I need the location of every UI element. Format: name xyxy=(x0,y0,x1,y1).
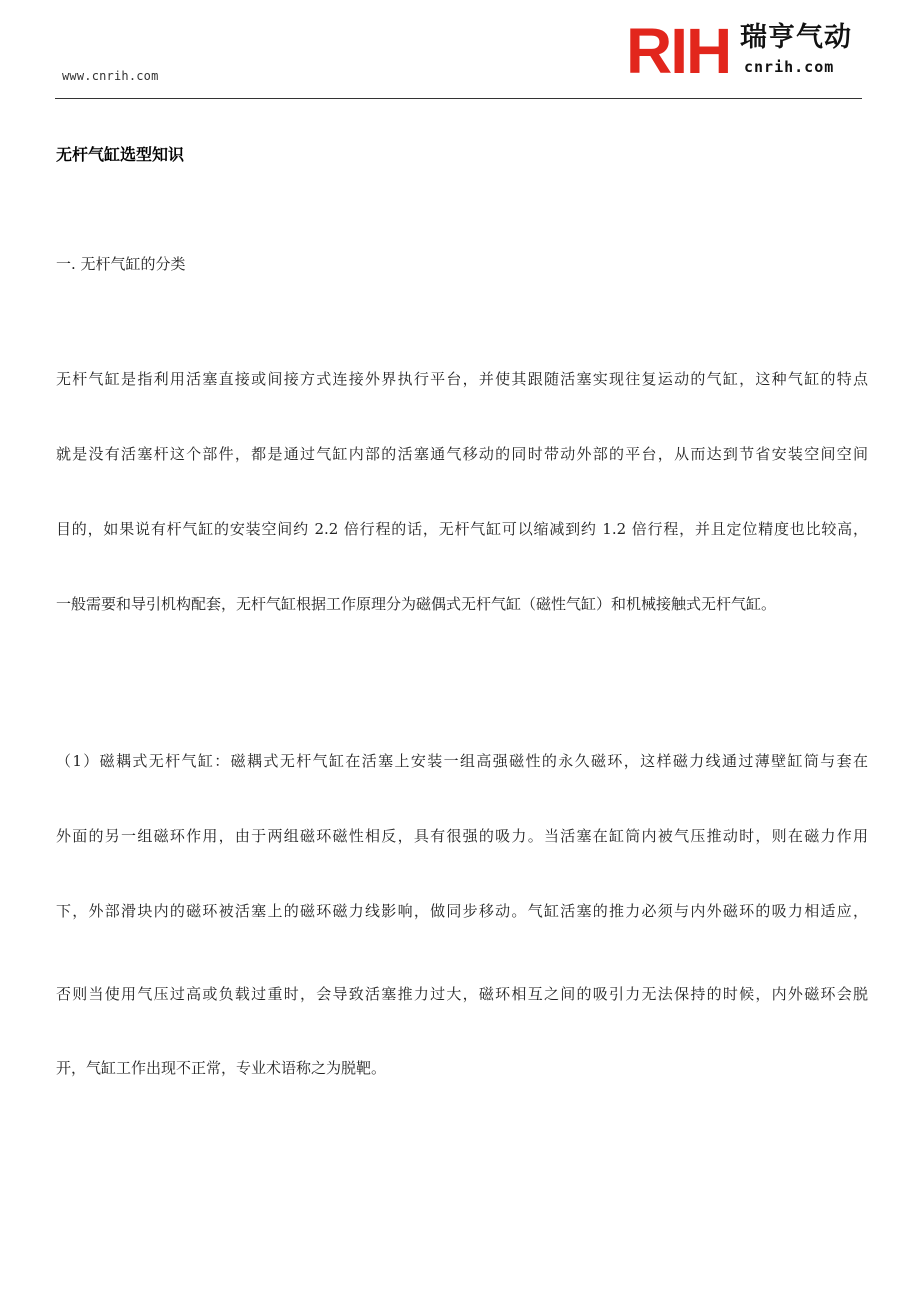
paragraph-line: 否则当使用气压过高或负载过重时，会导致活塞推力过大，磁环相互之间的吸引力无法保持的时候，内外磁环会脱 xyxy=(56,985,868,1003)
paragraph-line: 下，外部滑块内的磁环被活塞上的磁环磁力线影响，做同步移动。气缸活塞的推力必须与内外磁环的吸力相适应， xyxy=(56,902,868,920)
logo-domain: cnrih.com xyxy=(744,58,835,76)
header-url[interactable]: www.cnrih.com xyxy=(62,69,159,83)
paragraph-line: 无杆气缸是指利用活塞直接或间接方式连接外界执行平台，并使其跟随活塞实现往复运动的气缸，这种气缸的特点 xyxy=(56,370,868,388)
logo-mark: RIH xyxy=(626,15,731,87)
paragraph-line: 就是没有活塞杆这个部件，都是通过气缸内部的活塞通气移动的同时带动外部的平台，从而达到节省安装空间空间 xyxy=(56,445,868,463)
paragraph-line: （1）磁耦式无杆气缸：磁耦式无杆气缸在活塞上安装一组高强磁性的永久磁环，这样磁力线通过薄壁缸筒与套在 xyxy=(56,752,868,770)
logo-chinese-name: 瑞亨气动 xyxy=(740,22,852,53)
paragraph-line: 外面的另一组磁环作用，由于两组磁环磁性相反，具有很强的吸力。当活塞在缸筒内被气压推动时，则在磁力作用 xyxy=(56,827,868,845)
paragraph-line: 开，气缸工作出现不正常，专业术语称之为脱靶。 xyxy=(56,1059,387,1077)
paragraph-line: 目的，如果说有杆气缸的安装空间约 2.2 倍行程的话，无杆气缸可以缩减到约 1.2 倍行程，并且定位精度也比较高， xyxy=(56,520,868,538)
document-title: 无杆气缸选型知识 xyxy=(56,145,185,164)
header-divider xyxy=(55,98,862,99)
company-logo xyxy=(626,15,862,87)
section-heading: 一. 无杆气缸的分类 xyxy=(56,255,186,273)
paragraph-line: 一般需要和导引机构配套，无杆气缸根据工作原理分为磁偶式无杆气缸（磁性气缸）和机械接触式无杆气缸。 xyxy=(56,595,777,613)
